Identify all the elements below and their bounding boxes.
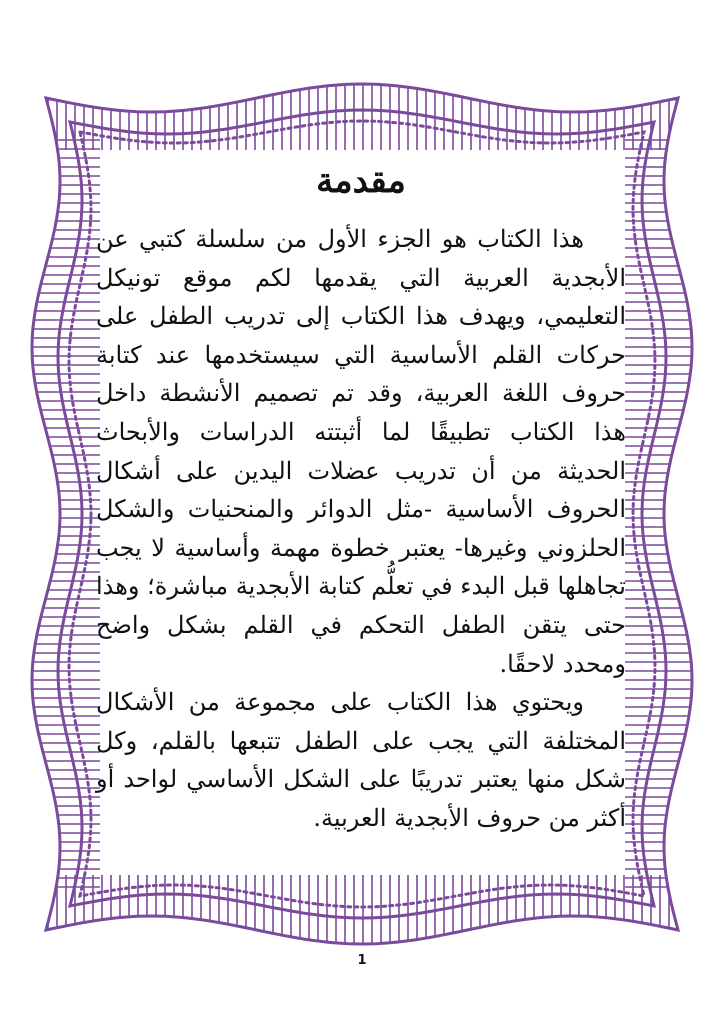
page-title: مقدمة bbox=[316, 161, 406, 201]
page-number: 1 bbox=[357, 953, 367, 968]
intro-paragraph-2: ويحتوي هذا الكتاب على مجموعة من الأشكال المختلفة التي يجب على الطفل تتبعها بالقلم، وكل شكل منها يعتبر تدريبًا على الشكل الأساسي لواحد أو أكثر من حروف الأبجدية العربية. bbox=[96, 688, 626, 832]
intro-paragraph-1: هذا الكتاب هو الجزء الأول من سلسلة كتبي عن الأبجدية العربية التي يقدمها لكم موقع تونيكل التعليمي، ويهدف هذا الكتاب إلى تدريب الطفل على حركات القلم الأساسية التي سيستخدمها عند كتابة حروف اللغة العربية، وقد تم تصميم الأنشطة داخل هذا الكتاب تطبيقًا لما أثبتته الدراسات والأبحاث الحديثة من أن تدريب عضلات اليدين على أشكال الحروف الأساسية -مثل الدوائر والمنحنيات والشكل الحلزوني وغيرها- يعتبر خطوة مهمة وأساسية لا يجب تجاهلها قبل البدء في تعلُّم كتابة الأبجدية مباشرة؛ وهذا حتى يتقن الطفل التحكم في القلم بشكل واضح ومحدد لاحقًا. bbox=[96, 225, 626, 678]
page-content bbox=[96, 150, 626, 838]
